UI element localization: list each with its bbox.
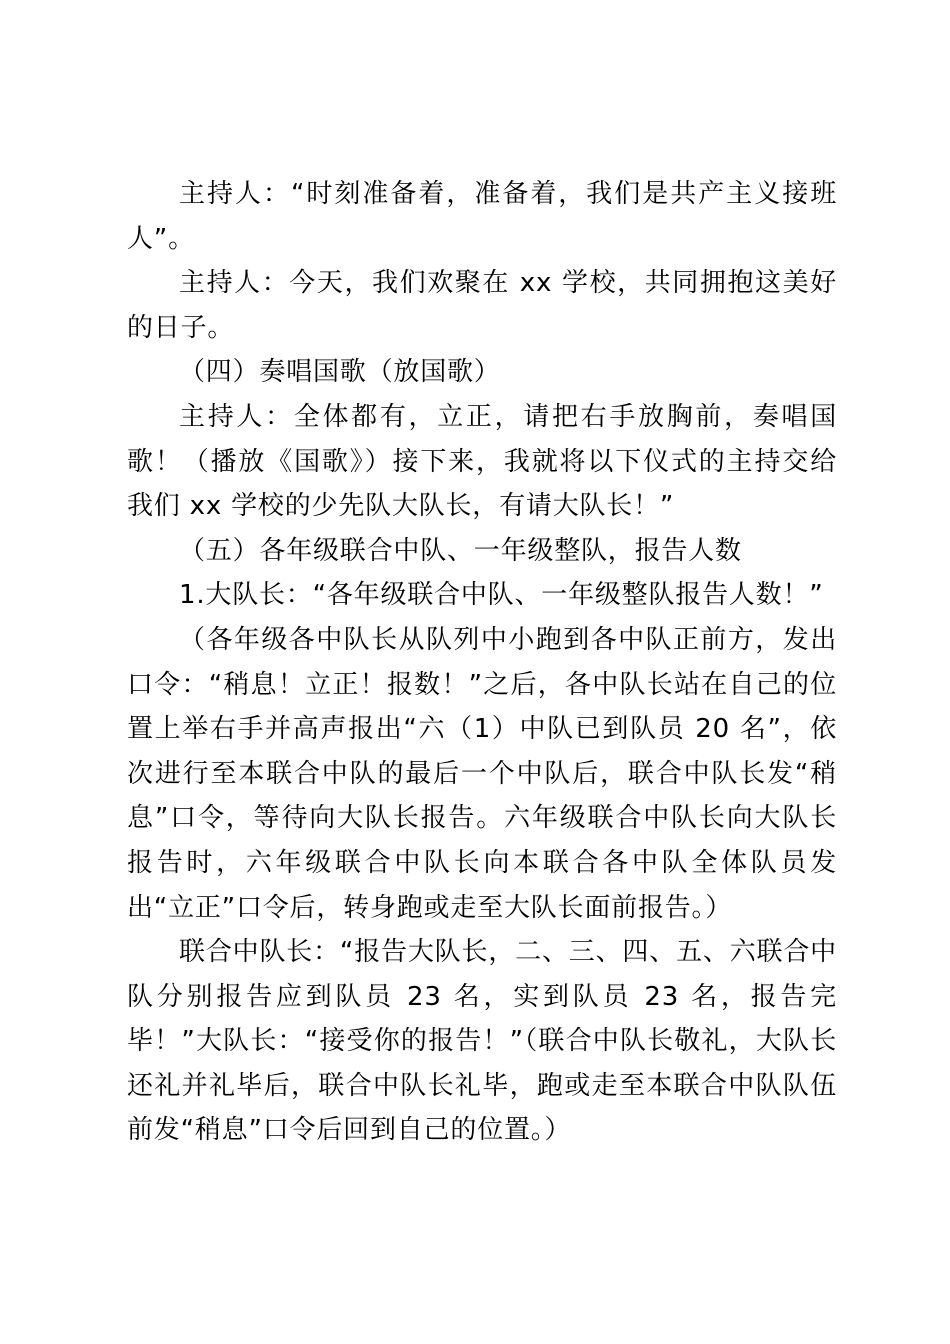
paragraph-captain-command: 1.大队长：“各年级联合中队、一年级整队报告人数！” — [179, 580, 824, 611]
paragraph-joint-report: 联合中队长：“报告大队长，二、三、四、五、六联合中队分别报告应到队员 23 名，实到队员 23 名，报告完毕！”大队长：“接受你的报告！”（联合中队长敬礼，大队长还礼并礼毕后，联合中队长礼毕，跑或走至本联合中队队伍前发“稍息”口令后回到自己的位置。） — [127, 937, 837, 1146]
paragraph-host-welcome: 主持人：今天，我们欢聚在 xx 学校，共同拥抱这美好的日子。 — [127, 268, 837, 343]
section-heading-report: （五）各年级联合中队、一年级整队，报告人数 — [179, 535, 742, 566]
paragraph-host-anthem: 主持人：全体都有，立正，请把右手放胸前，奏唱国歌！（播放《国歌》）接下来，我就将以下仪式的主持交给我们 xx 学校的少先队大队长，有请大队长！” — [127, 401, 837, 522]
section-heading-anthem: （四）奏唱国歌（放国歌） — [179, 357, 501, 388]
paragraph-squad-procedure: （各年级各中队长从队列中小跑到各中队正前方，发出口令：“稍息！立正！报数！”之后，各中队长站在自己的位置上举右手并高声报出“六（1）中队已到队员 20 名”，依次进行至本联合中队的最后一个中队后，联合中队长发“稍息”口令，等待向大队长报告。六年级联合中队长向大队长报告时，六年级联合中队长向本联合各中队全体队员发出“立正”口令后，转身跑或走至大队长面前报告。） — [127, 624, 837, 923]
document-body — [127, 172, 837, 1153]
paragraph-host-slogan: 主持人：“时刻准备着，准备着，我们是共产主义接班人”。 — [127, 179, 837, 254]
